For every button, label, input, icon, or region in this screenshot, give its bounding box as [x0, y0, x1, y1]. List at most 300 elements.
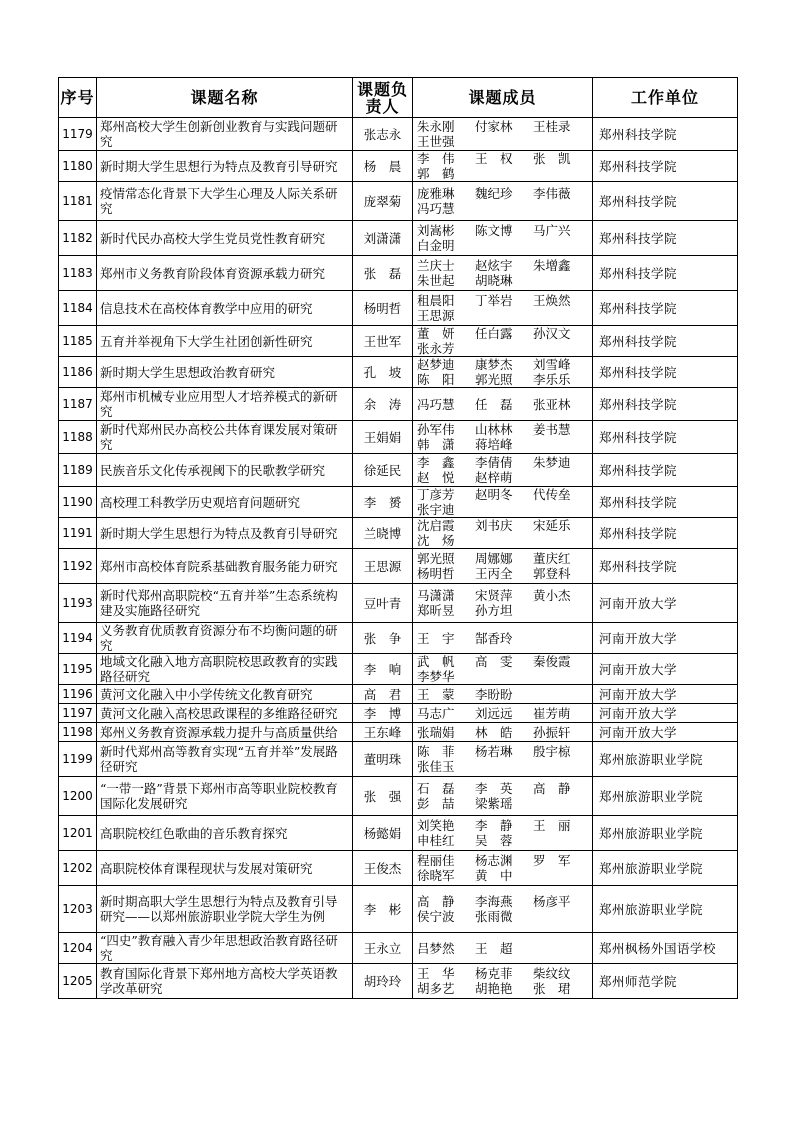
member-name: 刘书庆 [475, 518, 513, 533]
project-leader: 胡玲玲 [353, 964, 413, 999]
row-number: 1193 [59, 584, 97, 623]
work-unit: 郑州科技学院 [593, 487, 738, 518]
member-line [417, 551, 588, 566]
member-name: 黄 中 [475, 868, 513, 883]
project-title: 郑州义务教育资源承载力提升与高质量供给 [97, 723, 353, 742]
project-leader: 刘潇潇 [353, 221, 413, 256]
member-name: 丁彦芳 [417, 487, 455, 502]
member-name: 康梦杰 [475, 357, 513, 372]
member-line [417, 796, 588, 811]
table-row [59, 816, 738, 851]
project-title: 郑州高校大学生创新创业教育与实践问题研究 [97, 118, 353, 151]
member-name: 郭光照 [417, 551, 455, 566]
project-leader: 杨 晨 [353, 151, 413, 182]
project-table [58, 77, 738, 999]
project-title: 教育国际化背景下郑州地方高校大学英语教学改革研究 [97, 964, 353, 999]
project-title: 新时期大学生思想行为特点及教育引导研究 [97, 518, 353, 549]
member-name: 胡艳艳 [475, 981, 513, 996]
member-name: 胡多艺 [417, 981, 455, 996]
project-title: 疫情常态化背景下大学生心理及人际关系研究 [97, 182, 353, 221]
project-leader: 王俊杰 [353, 851, 413, 886]
member-name: 周娜娜 [475, 551, 513, 566]
member-name: 武 帆 [417, 654, 455, 669]
member-line [417, 308, 588, 323]
row-number: 1187 [59, 388, 97, 421]
member-name: 李 英 [475, 781, 513, 796]
member-name: 高 静 [417, 894, 455, 909]
project-members [413, 851, 593, 886]
row-number: 1201 [59, 816, 97, 851]
work-unit: 郑州旅游职业学院 [593, 886, 738, 933]
member-line [417, 437, 588, 452]
member-line [417, 119, 588, 134]
member-name: 张瑞娟 [417, 724, 455, 740]
project-members [413, 326, 593, 357]
member-line [417, 422, 588, 437]
member-name: 杨若琳 [475, 744, 513, 759]
member-name: 林 皓 [475, 724, 513, 740]
project-title: 黄河文化融入中小学传统文化教育研究 [97, 685, 353, 704]
member-line [417, 669, 588, 684]
member-name: 付家林 [475, 119, 513, 134]
project-title: 新时代郑州民办高校公共体育课发展对策研究 [97, 421, 353, 454]
project-members [413, 454, 593, 487]
row-number: 1203 [59, 886, 97, 933]
table-row [59, 685, 738, 704]
member-name: 刘远远 [475, 705, 513, 721]
row-number: 1186 [59, 357, 97, 388]
member-name: 王 蒙 [417, 686, 455, 702]
member-line [417, 397, 588, 412]
member-name: 李 鑫 [417, 455, 455, 470]
project-title: 高职院校红色歌曲的音乐教育探究 [97, 816, 353, 851]
member-name: 白金明 [417, 238, 455, 253]
member-line [417, 372, 588, 387]
work-unit: 郑州师范学院 [593, 964, 738, 999]
header-no: 序号 [59, 78, 97, 118]
member-name: 任 磊 [475, 396, 513, 412]
row-number: 1185 [59, 326, 97, 357]
member-name: 张亚林 [533, 396, 571, 412]
member-line [417, 941, 588, 956]
member-name: 董 妍 [417, 326, 455, 341]
project-leader: 徐延民 [353, 454, 413, 487]
member-line [417, 894, 588, 909]
work-unit: 郑州科技学院 [593, 326, 738, 357]
member-name: 租晨阳 [417, 293, 455, 308]
project-leader: 董明珠 [353, 742, 413, 777]
project-leader: 李 彬 [353, 886, 413, 933]
project-leader: 余 涛 [353, 388, 413, 421]
member-name: 董庆红 [533, 551, 571, 566]
project-members [413, 151, 593, 182]
member-line [417, 293, 588, 308]
member-name: 杨彦平 [533, 894, 571, 909]
member-name: 代传垒 [533, 487, 571, 502]
header-members: 课题成员 [413, 78, 593, 118]
member-name: 王 权 [475, 151, 513, 166]
project-members [413, 777, 593, 816]
project-members [413, 291, 593, 326]
member-name: 刘嵩彬 [417, 223, 455, 238]
member-name: 李梦华 [417, 669, 455, 684]
work-unit: 郑州科技学院 [593, 549, 738, 584]
project-title: 义务教育优质教育资源分布不均衡问题的研究 [97, 623, 353, 654]
member-name: 程丽佳 [417, 853, 455, 868]
member-name: 王 丽 [533, 818, 571, 833]
row-number: 1181 [59, 182, 97, 221]
project-members [413, 964, 593, 999]
member-line [417, 909, 588, 924]
member-name: 杨志渊 [475, 853, 513, 868]
member-line [417, 966, 588, 981]
row-number: 1204 [59, 933, 97, 964]
table-row [59, 723, 738, 742]
work-unit: 郑州枫杨外国语学校 [593, 933, 738, 964]
project-leader: 张 强 [353, 777, 413, 816]
row-number: 1179 [59, 118, 97, 151]
member-name: 王 宇 [417, 630, 455, 646]
project-members [413, 584, 593, 623]
member-name: 沈启霞 [417, 518, 455, 533]
project-leader: 王思源 [353, 549, 413, 584]
work-unit: 郑州旅游职业学院 [593, 777, 738, 816]
member-line [417, 533, 588, 548]
work-unit: 郑州科技学院 [593, 291, 738, 326]
project-leader: 李 博 [353, 704, 413, 723]
member-name: 王思源 [417, 308, 455, 323]
project-leader: 张 磊 [353, 256, 413, 291]
project-leader: 杨懿娟 [353, 816, 413, 851]
member-name: 徐晓军 [417, 868, 455, 883]
member-name: 朱梦迪 [533, 455, 571, 470]
row-number: 1190 [59, 487, 97, 518]
member-line [417, 833, 588, 848]
project-title: 五育并举视角下大学生社团创新性研究 [97, 326, 353, 357]
table-row [59, 256, 738, 291]
project-members [413, 357, 593, 388]
member-name: 彭 喆 [417, 796, 455, 811]
member-name: 黄小杰 [533, 588, 571, 603]
member-name: 张雨微 [475, 909, 513, 924]
member-name: 赵梦迪 [417, 357, 455, 372]
table-row [59, 421, 738, 454]
member-name: 李伟薇 [533, 186, 571, 201]
project-members [413, 933, 593, 964]
member-name: 王 华 [417, 966, 455, 981]
member-name: 孙振轩 [533, 724, 571, 740]
project-members [413, 221, 593, 256]
member-name: 王焕然 [533, 293, 571, 308]
member-line [417, 341, 588, 356]
member-name: 冯巧慧 [417, 201, 455, 216]
member-line [417, 258, 588, 273]
project-title: 高校理工科教学历史观培育问题研究 [97, 487, 353, 518]
member-name: 韩 潇 [417, 437, 455, 452]
member-line [417, 223, 588, 238]
member-name: 孙军伟 [417, 422, 455, 437]
project-title: 郑州市机械专业应用型人才培养模式的新研究 [97, 388, 353, 421]
member-name: 秦俊霞 [533, 654, 571, 669]
project-leader: 孔 坡 [353, 357, 413, 388]
table-row [59, 326, 738, 357]
row-number: 1194 [59, 623, 97, 654]
member-name: 庞雅琳 [417, 186, 455, 201]
table-row [59, 851, 738, 886]
member-name: 石 磊 [417, 781, 455, 796]
project-leader: 王东峰 [353, 723, 413, 742]
table-row [59, 291, 738, 326]
project-members [413, 421, 593, 454]
member-name: 山林林 [475, 422, 513, 437]
member-name: 陈 菲 [417, 744, 455, 759]
project-leader: 李 响 [353, 654, 413, 685]
work-unit: 河南开放大学 [593, 723, 738, 742]
member-name: 郭光照 [475, 372, 513, 387]
member-name: 王世强 [417, 134, 455, 149]
project-title: 新时期高职大学生思想行为特点及教育引导研究——以郑州旅游职业学院大学生为例 [97, 886, 353, 933]
member-name: 崔芳萌 [533, 705, 571, 721]
table-row [59, 654, 738, 685]
member-name: 丁举岩 [475, 293, 513, 308]
row-number: 1189 [59, 454, 97, 487]
member-name: 陈文博 [475, 223, 513, 238]
member-line [417, 981, 588, 996]
row-number: 1182 [59, 221, 97, 256]
project-members [413, 388, 593, 421]
member-name: 张佳玉 [417, 759, 455, 774]
header-leader: 课题负责人 [353, 78, 413, 118]
member-name: 张 珺 [533, 981, 571, 996]
table-row [59, 221, 738, 256]
member-line [417, 818, 588, 833]
table-row [59, 454, 738, 487]
member-line [417, 201, 588, 216]
work-unit: 河南开放大学 [593, 704, 738, 723]
member-line [417, 487, 588, 502]
project-title: 地域文化融入地方高职院校思政教育的实践路径研究 [97, 654, 353, 685]
header-title: 课题名称 [97, 78, 353, 118]
row-number: 1199 [59, 742, 97, 777]
member-line [417, 566, 588, 581]
table-row [59, 388, 738, 421]
member-name: 李海燕 [475, 894, 513, 909]
member-name: 梁紫瑶 [475, 796, 513, 811]
work-unit: 郑州科技学院 [593, 151, 738, 182]
project-members [413, 623, 593, 654]
project-title: 郑州市高校体育院系基础教育服务能力研究 [97, 549, 353, 584]
project-leader: 庞翠菊 [353, 182, 413, 221]
project-members [413, 742, 593, 777]
project-members [413, 685, 593, 704]
row-number: 1200 [59, 777, 97, 816]
work-unit: 郑州科技学院 [593, 454, 738, 487]
member-name: 刘笑艳 [417, 818, 455, 833]
project-leader: 张 争 [353, 623, 413, 654]
member-name: 孙方坦 [475, 603, 513, 618]
table-row [59, 933, 738, 964]
project-members [413, 518, 593, 549]
table-row [59, 704, 738, 723]
project-leader: 王永立 [353, 933, 413, 964]
project-title: 高职院校体育课程现状与发展对策研究 [97, 851, 353, 886]
work-unit: 郑州科技学院 [593, 182, 738, 221]
member-line [417, 238, 588, 253]
table-row [59, 487, 738, 518]
member-name: 李 静 [475, 818, 513, 833]
member-name: 赵明冬 [475, 487, 513, 502]
table-row [59, 549, 738, 584]
member-name: 马广兴 [533, 223, 571, 238]
member-name: 赵 悦 [417, 470, 455, 485]
table-row [59, 777, 738, 816]
work-unit: 郑州旅游职业学院 [593, 816, 738, 851]
project-title: 新时期大学生思想行为特点及教育引导研究 [97, 151, 353, 182]
work-unit: 郑州科技学院 [593, 256, 738, 291]
member-name: 申桂红 [417, 833, 455, 848]
member-line [417, 470, 588, 485]
member-name: 郭登科 [533, 566, 571, 581]
work-unit: 郑州科技学院 [593, 388, 738, 421]
project-members [413, 549, 593, 584]
project-leader: 高 君 [353, 685, 413, 704]
member-name: 高 雯 [475, 654, 513, 669]
member-line [417, 151, 588, 166]
member-name: 冯巧慧 [417, 396, 455, 412]
work-unit: 郑州科技学院 [593, 221, 738, 256]
member-name: 侯宁波 [417, 909, 455, 924]
member-name: 张永芳 [417, 341, 455, 356]
member-line [417, 455, 588, 470]
member-name: 宋延乐 [533, 518, 571, 533]
table-row [59, 742, 738, 777]
row-number: 1202 [59, 851, 97, 886]
project-title: 民族音乐文化传承视阈下的民歌教学研究 [97, 454, 353, 487]
member-name: 姜书慧 [533, 422, 571, 437]
project-members [413, 704, 593, 723]
project-title: 信息技术在高校体育教学中应用的研究 [97, 291, 353, 326]
member-name: 孙汉文 [533, 326, 571, 341]
member-line [417, 186, 588, 201]
member-name: 任白露 [475, 326, 513, 341]
member-line [417, 654, 588, 669]
member-name: 张 凯 [533, 151, 571, 166]
project-members [413, 654, 593, 685]
member-line [417, 706, 588, 721]
project-leader: 王娟娟 [353, 421, 413, 454]
work-unit: 郑州科技学院 [593, 118, 738, 151]
project-members [413, 723, 593, 742]
row-number: 1195 [59, 654, 97, 685]
project-members [413, 118, 593, 151]
project-title: “一带一路”背景下郑州市高等职业院校教育国际化发展研究 [97, 777, 353, 816]
project-leader: 兰晓博 [353, 518, 413, 549]
member-line [417, 759, 588, 774]
member-line [417, 603, 588, 618]
member-name: 沈 炀 [417, 533, 455, 548]
work-unit: 郑州旅游职业学院 [593, 851, 738, 886]
project-leader: 李 赟 [353, 487, 413, 518]
member-name: 马潇潇 [417, 588, 455, 603]
member-name: 朱增鑫 [533, 258, 571, 273]
member-line [417, 166, 588, 181]
row-number: 1192 [59, 549, 97, 584]
row-number: 1198 [59, 723, 97, 742]
member-line [417, 725, 588, 740]
header-unit: 工作单位 [593, 78, 738, 118]
work-unit: 河南开放大学 [593, 685, 738, 704]
member-name: 高 静 [533, 781, 571, 796]
member-line [417, 744, 588, 759]
project-members [413, 816, 593, 851]
project-title: 新时代郑州高等教育实现“五育并举”发展路径研究 [97, 742, 353, 777]
project-members [413, 487, 593, 518]
member-name: 赵梓萌 [475, 470, 513, 485]
row-number: 1197 [59, 704, 97, 723]
member-name: 郑昕昱 [417, 603, 455, 618]
member-name: 罗 军 [533, 853, 571, 868]
work-unit: 郑州科技学院 [593, 357, 738, 388]
member-line [417, 588, 588, 603]
member-name: 李盼盼 [475, 686, 513, 702]
project-leader: 豆叶青 [353, 584, 413, 623]
member-name: 王丙全 [475, 566, 513, 581]
member-name: 兰庆士 [417, 258, 455, 273]
table-row [59, 182, 738, 221]
member-name: 魏纪珍 [475, 186, 513, 201]
member-line [417, 273, 588, 288]
table-row [59, 584, 738, 623]
member-name: 宋贤萍 [475, 588, 513, 603]
work-unit: 河南开放大学 [593, 654, 738, 685]
member-name: 李倩倩 [475, 455, 513, 470]
table-row [59, 886, 738, 933]
row-number: 1188 [59, 421, 97, 454]
work-unit: 郑州旅游职业学院 [593, 742, 738, 777]
member-line [417, 502, 588, 517]
project-title: 新时期大学生思想政治教育研究 [97, 357, 353, 388]
project-members [413, 256, 593, 291]
member-name: 吴 蓉 [475, 833, 513, 848]
table-row [59, 151, 738, 182]
work-unit: 河南开放大学 [593, 584, 738, 623]
member-name: 杨克菲 [475, 966, 513, 981]
member-name: 杨明哲 [417, 566, 455, 581]
member-name: 郭 鹤 [417, 166, 455, 181]
member-name: 李乐乐 [533, 372, 571, 387]
member-name: 朱永刚 [417, 119, 455, 134]
project-title: “四史”教育融入青少年思想政治教育路径研究 [97, 933, 353, 964]
member-name: 王桂录 [533, 119, 571, 134]
member-line [417, 853, 588, 868]
member-line [417, 357, 588, 372]
member-name: 郜香玲 [475, 630, 513, 646]
member-name: 柴纹纹 [533, 966, 571, 981]
project-title: 郑州市义务教育阶段体育资源承载力研究 [97, 256, 353, 291]
table-row [59, 518, 738, 549]
member-line [417, 326, 588, 341]
member-line [417, 781, 588, 796]
project-leader: 杨明哲 [353, 291, 413, 326]
project-leader: 张志永 [353, 118, 413, 151]
member-name: 陈 阳 [417, 372, 455, 387]
member-name: 蒋培峰 [475, 437, 513, 452]
member-line [417, 868, 588, 883]
project-members [413, 886, 593, 933]
row-number: 1205 [59, 964, 97, 999]
member-line [417, 134, 588, 149]
row-number: 1180 [59, 151, 97, 182]
